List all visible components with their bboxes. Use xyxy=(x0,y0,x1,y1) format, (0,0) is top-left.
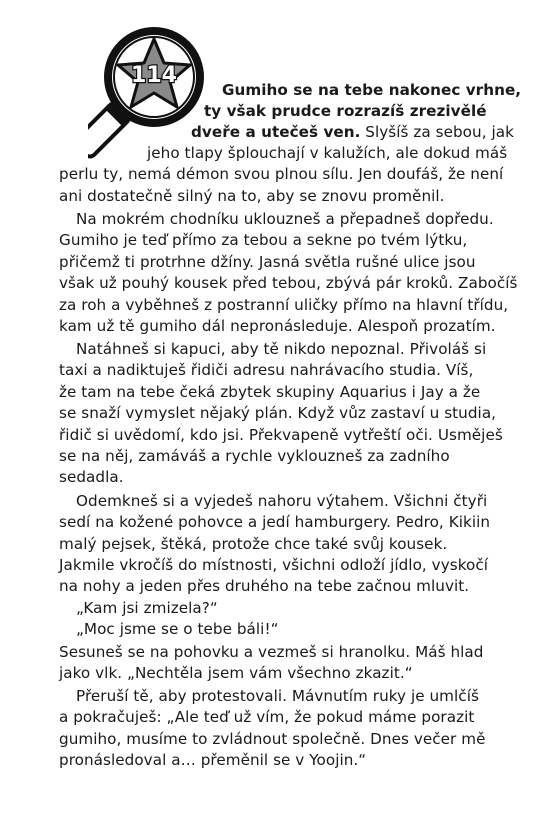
body-line: a pokračuješ: „Ale teď už vím, že pokud máme porazit xyxy=(59,708,475,726)
body-line: že tam na tebe čeká zbytek skupiny Aquarius i Jay a že xyxy=(59,383,481,401)
intro-line-3-rest: Slyšíš za sebou, jak xyxy=(360,123,514,141)
intro-line-5: perlu ty, nemá démon svou plnou sílu. Jen doufáš, že není xyxy=(59,165,504,183)
body-line: gumiho, musíme to zvládnout společně. Dnes večer mě xyxy=(59,730,486,748)
dialogue-line: „Kam jsi zmizela?“ xyxy=(76,599,218,617)
body-line: přičemž ti protrhne džíny. Jasná světla rušné ulice jsou xyxy=(59,253,476,271)
body-line: malý pejsek, štěká, protože chce také svůj kousek. xyxy=(59,535,448,553)
body-line: se na něj, zamáváš a rychle vyklouzneš za zadního xyxy=(59,447,450,465)
body-line: Odemkneš si a vyjedeš nahoru výtahem. Všichni čtyři xyxy=(76,492,488,510)
body-line: za roh a vyběhneš z postranní uličky přímo na hlavní třídu, xyxy=(59,296,509,314)
dialogue-line: „Moc jsme se o tebe báli!“ xyxy=(76,620,279,638)
body-line: na nohy a jeden přes druhého na tebe začnou mluvit. xyxy=(59,577,470,595)
section-number: 114 xyxy=(131,63,177,88)
body-line: Na mokrém chodníku uklouzneš a přepadneš dopředu. xyxy=(76,210,494,228)
intro-bold-line-2: ty však prudce rozrazíš zrezivělé xyxy=(204,102,487,120)
body-line: se snaží vymyslet nějaký plán. Když vůz zastaví u studia, xyxy=(59,404,497,422)
body-line: kam už tě gumiho dál nepronásleduje. Alespoň prozatím. xyxy=(59,317,496,335)
body-line: Jakmile vkročíš do místnosti, všichni odloží jídlo, vyskočí xyxy=(59,556,489,574)
intro-line-6: ani dostatečně silný na to, aby se znovu proměnil. xyxy=(59,187,445,205)
body-line: Gumiho je teď přímo za tebou a sekne po tvém lýtku, xyxy=(59,231,468,249)
intro-bold-line-3: dveře a utečeš ven. Slyšíš za sebou, jak xyxy=(191,123,514,141)
body-line: řidič si uvědomí, kdo jsi. Překvapeně vytřeští oči. Usměješ xyxy=(59,426,503,444)
intro-bold-line-1: Gumiho se na tebe nakonec vrhne, xyxy=(222,81,522,99)
body-line: jako vlk. „Nechtěla jsem vám všechno zkazit.“ xyxy=(59,664,413,682)
body-line: Přeruší tě, aby protestovali. Mávnutím ruky je umlčíš xyxy=(76,687,479,705)
body-line: taxi a nadiktuješ řidiči adresu nahrávacího studia. Víš, xyxy=(59,361,474,379)
body-line: sedí na kožené pohovce a jedí hamburgery. Pedro, Kikiin xyxy=(59,513,491,531)
body-line: však už pouhý kousek před tebou, zbývá pár kroků. Zabočíš xyxy=(59,274,518,292)
body-line: Natáhneš si kapuci, aby tě nikdo nepoznal. Přivoláš si xyxy=(76,340,487,358)
body-line: Sesuneš se na pohovku a vezmeš si hranolku. Máš hlad xyxy=(59,643,484,661)
body-line: pronásledoval a… přeměnil se v Yoojin.“ xyxy=(59,751,367,769)
intro-line-4: jeho tlapy šplouchají v kalužích, ale dokud máš xyxy=(147,144,508,162)
body-line: sedadla. xyxy=(59,468,124,486)
